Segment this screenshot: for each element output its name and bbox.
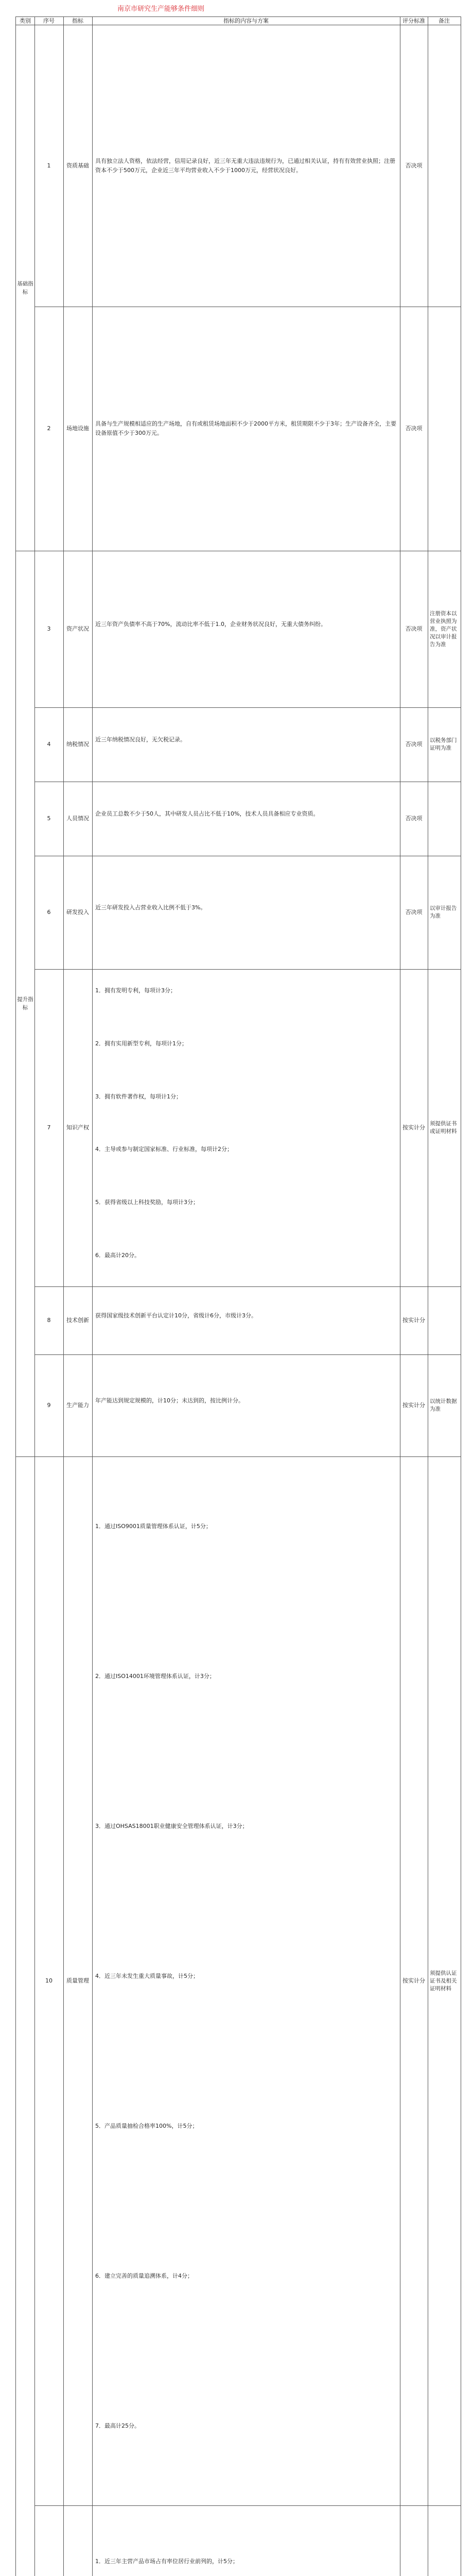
header-number: 序号 [34,17,63,25]
content-paragraph: 3．拥有软件著作权，每项计1分； [95,1093,182,1100]
content-paragraph: 6．最高计20分。 [95,1251,140,1259]
row-score: 否决项 [405,741,423,748]
content-paragraph: 近三年资产负债率不高于70%，流动比率不低于1.0，企业财务状况良好，无重大债务纠纷。 [95,621,326,628]
row-score: 按实计分 [402,1317,425,1324]
row-score: 按实计分 [402,1977,425,1984]
content-paragraph: 2．通过ISO14001环境管理体系认证，计3分； [95,1673,215,1680]
row-remark: 须提供证书或证明材料 [430,1121,457,1134]
criteria-table [15,16,461,2576]
row-indicator: 资产状况 [66,625,89,632]
row-number: 10 [45,1977,52,1984]
content-paragraph: 4．主导或参与制定国家标准、行业标准，每项计2分； [95,1146,233,1153]
row-remark: 注册资本以营业执照为准，资产状况以审计报告为准 [430,610,457,648]
content-paragraph: 5．获得省级以上科技奖励，每项计3分； [95,1199,199,1206]
category-cell: 提升指标 [17,996,33,1011]
content-paragraph: 1．近三年主营产品市场占有率位居行业前列的，计5分； [95,2558,238,2565]
row-indicator: 纳税情况 [66,741,89,748]
row-score: 否决项 [405,909,423,916]
document-title: 南京市研究生产能够条件细则 [117,5,205,13]
row-remark [428,25,461,307]
row-divider [34,969,461,970]
column-divider [92,17,93,2576]
content-paragraph: 2．拥有实用新型专利，每项计1分； [95,1040,187,1047]
content-paragraph: 1．拥有发明专利，每项计3分； [95,987,176,994]
category-cell [16,1456,34,2576]
content-paragraph: 5．产品质量抽检合格率100%，计5分； [95,2122,198,2129]
row-remark: 以统计数据为准 [430,1398,457,1412]
row-score [400,2505,428,2576]
header-score: 评分标准 [400,17,428,25]
row-score: 按实计分 [402,1124,425,1131]
row-indicator: 质量管理 [66,1977,89,1984]
row-indicator: 研发投入 [66,909,89,916]
row-divider [34,1354,461,1355]
row-number: 5 [47,815,51,822]
row-divider [34,2505,461,2506]
row-divider [34,707,461,708]
row-score: 按实计分 [402,1402,425,1409]
row-divider [34,1286,461,1287]
content-paragraph: 3．通过OHSAS18001职业健康安全管理体系认证，计3分； [95,1823,248,1830]
row-indicator: 资质基础 [66,162,89,169]
row-number: 3 [47,625,51,632]
content-paragraph: 近三年研发投入占营业收入比例不低于3%。 [95,904,206,911]
content-paragraph: 企业员工总数不少于50人，其中研发人员占比不低于10%，技术人员具备相应专业资质。 [95,810,319,817]
row-remark [428,2505,461,2576]
content-paragraph: 获得国家级技术创新平台认定计10分，省级计6分，市级计3分。 [95,1312,257,1319]
row-score: 否决项 [405,625,423,632]
row-indicator [63,2505,92,2576]
row-score: 否决项 [405,815,423,822]
row-remark: 须提供认证证书及相关证明材料 [430,1970,457,1992]
content-paragraph: 近三年纳税情况良好，无欠税记录。 [95,736,186,743]
content-paragraph: 4．近三年未发生重大质量事故，计5分； [95,1973,199,1979]
row-score: 否决项 [405,425,423,432]
row-remark: 以税务部门证明为准 [430,737,457,751]
content-paragraph: 具备与生产规模相适应的生产场地，自有或租赁场地面积不少于2000平方米，租赁期限不少于3年；生产设备齐全，主要设备原值不少于300万元。 [95,420,396,436]
row-number: 2 [47,425,51,432]
row-divider [34,1456,461,1457]
row-number: 4 [47,741,51,748]
row-remark [428,307,461,551]
header-indicator: 指标 [63,17,92,25]
row-remark [428,782,461,856]
row-remark [428,1286,461,1354]
content-paragraph: 1．通过ISO9001质量管理体系认证，计5分； [95,1523,212,1530]
header-category: 类别 [16,17,34,25]
row-indicator: 知识产权 [66,1124,89,1131]
row-number: 1 [47,162,51,169]
row-number: 9 [47,1402,51,1409]
row-indicator: 生产能力 [66,1402,89,1409]
content-paragraph: 年产能达到规定规模的，计10分；未达到的，按比例计分。 [95,1397,244,1404]
row-number: 7 [47,1124,51,1131]
content-paragraph: 7．最高计25分。 [95,2422,140,2429]
header-content: 指标的内容与方案 [92,17,400,25]
row-number: 6 [47,909,51,916]
content-paragraph: 6．建立完善的质量追溯体系，计4分； [95,2272,193,2279]
row-remark: 以审计报告为准 [430,905,457,919]
row-indicator: 人员情况 [66,815,89,822]
header-remark: 备注 [428,17,461,25]
row-indicator: 场地设施 [66,425,89,432]
row-score: 否决项 [405,162,423,169]
category-cell: 基础指标 [17,281,33,295]
content-paragraph: 具有独立法人资格，依法经营，信用记录良好，近三年无重大违法违规行为，已通过相关认证，持有有效营业执照；注册资本不少于500万元，企业近三年平均营业收入不少于1000万元，经营状况良好。 [95,158,395,174]
row-indicator: 技术创新 [66,1317,89,1324]
row-number: 8 [47,1317,51,1324]
row-number [34,2505,63,2576]
